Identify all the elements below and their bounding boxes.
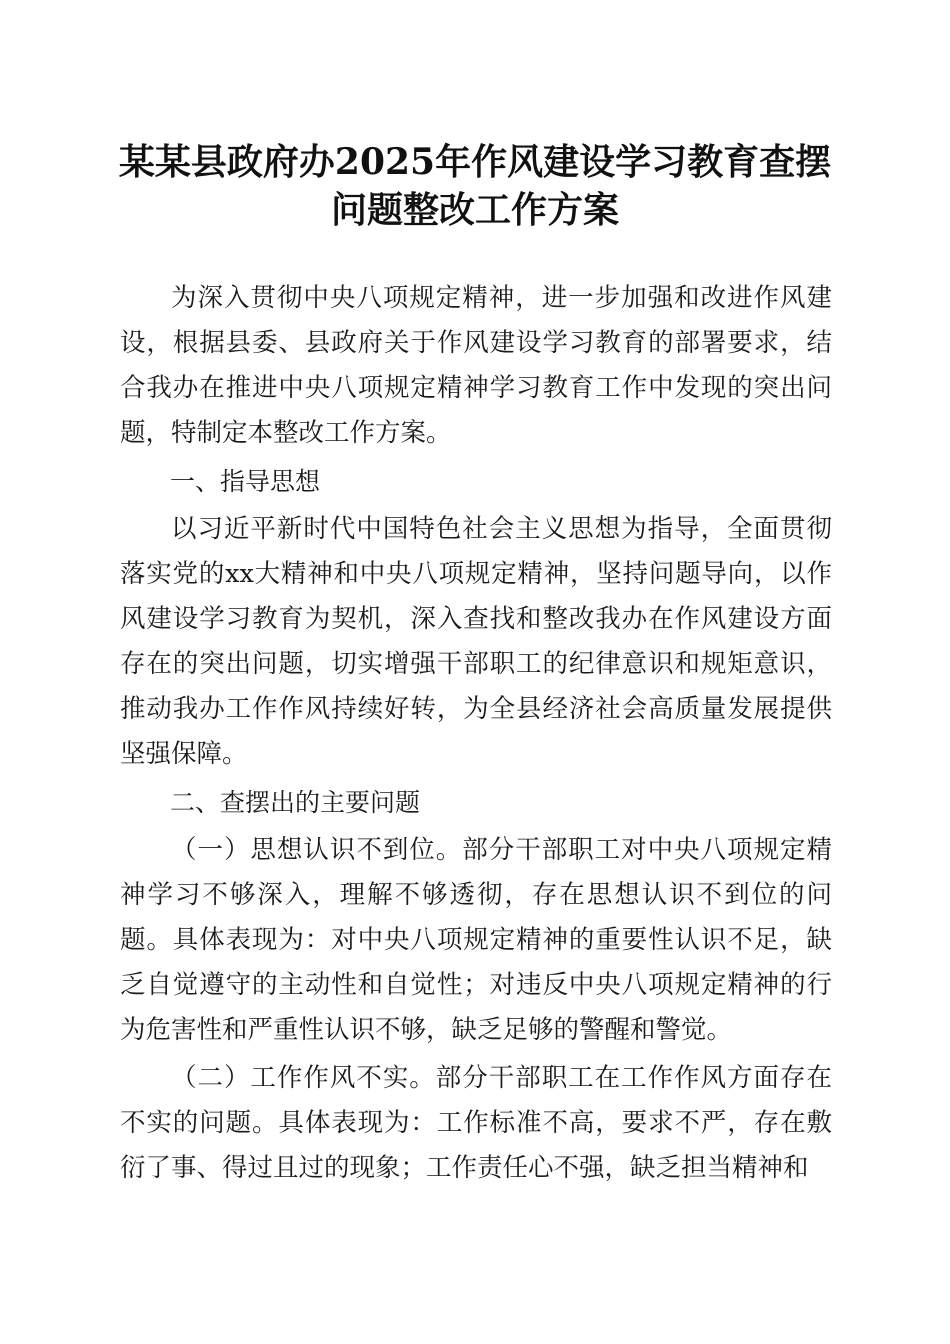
problem-item-2-text: 部分干部职工在工作作风方面存在不实的问题。具体表现为：工作标准不高，要求不严，存在敷衍了事、得过且过的现象；工作责任心不强，缺乏担当精神和: [120, 1063, 832, 1183]
document-body: [120, 276, 832, 1191]
problem-item-1: [120, 828, 832, 1053]
problem-item-1-title: （一）思想认识不到位。: [171, 835, 463, 865]
problem-item-1-text: 部分干部职工对中央八项规定精神学习不够深入，理解不够透彻，存在思想认识不到位的问题。具体表现为：对中央八项规定精神的重要性认识不足，缺乏自觉遵守的主动性和自觉性；对违反中央八项规定精神的行为危害性和严重性认识不够，缺乏足够的警醒和警觉。: [120, 835, 832, 1045]
document-title-line-2: 问题整改工作方案: [330, 189, 619, 231]
document-title-line-1: 某某县政府办2025年作风建设学习教育查摆: [118, 141, 832, 183]
guiding-ideology-paragraph: 以习近平新时代中国特色社会主义思想为指导，全面贯彻落实党的xx大精神和中央八项规定精神，坚持问题导向，以作风建设学习教育为契机，深入查找和整改我办在作风建设方面存在的突出问题，切实增强干部职工的纪律意识和规矩意识，推动我办工作作风持续好转，为全县经济社会高质量发展提供坚强保障。: [120, 514, 832, 769]
intro-paragraph: 为深入贯彻中央八项规定精神，进一步加强和改进作风建设，根据县委、县政府关于作风建设学习教育的部署要求，结合我办在推进中央八项规定精神学习教育工作中发现的突出问题，特制定本整改工作方案。: [120, 283, 832, 448]
problem-item-2: [120, 1056, 832, 1191]
problem-item-2-title: （二）工作作风不实。: [171, 1063, 436, 1093]
section-heading-guiding-ideology: 一、指导思想: [170, 467, 321, 496]
section-heading-main-problems: 二、查摆出的主要问题: [170, 788, 421, 817]
